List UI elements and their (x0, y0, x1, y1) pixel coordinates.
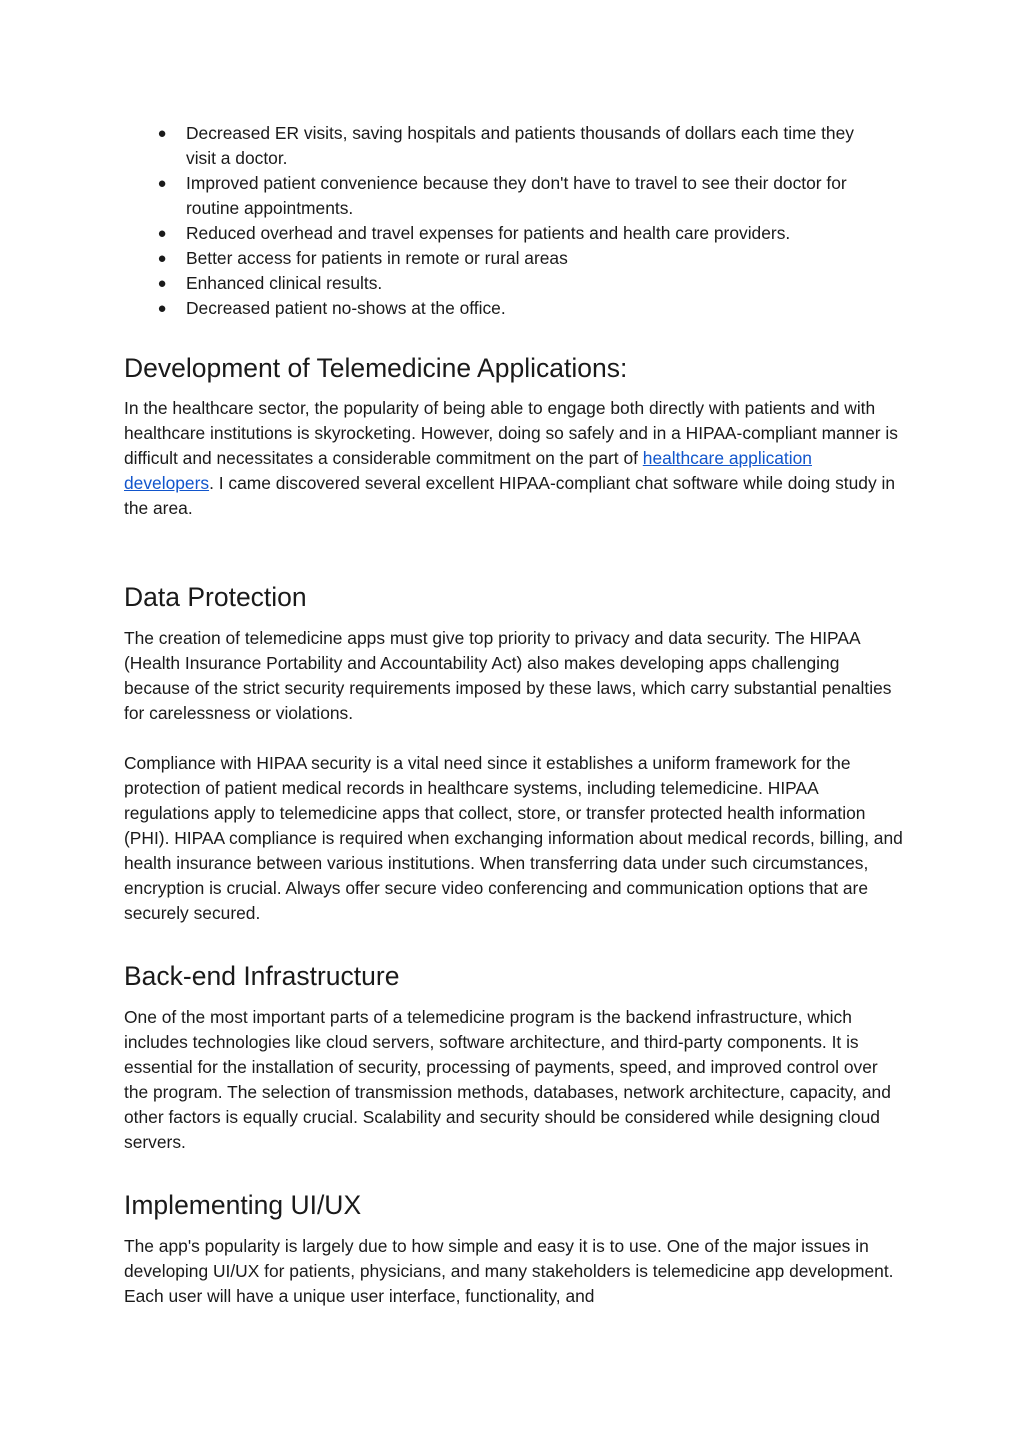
list-item-text: Improved patient convenience because they don't have to travel to see their doctor for routine appointments. (186, 173, 847, 218)
bullet-icon: ● (157, 225, 167, 242)
data-protection-paragraph-1: The creation of telemedicine apps must give top priority to privacy and data security. The HIPAA (Health Insurance Portability and Accountability Act) also makes developing apps challenging because of the strict security requirements imposed by these laws, which carry substantial penalties for carelessness or violations. (124, 628, 892, 723)
list-item (124, 271, 904, 296)
bullet-icon: ● (157, 300, 167, 317)
data-protection-heading: Data Protection (124, 582, 307, 612)
list-item (124, 246, 904, 271)
backend-paragraph: One of the most important parts of a telemedicine program is the backend infrastructure, which includes technologies like cloud servers, software architecture, and third-party components. It is essential for the installation of security, processing of payments, speed, and improved control over the program. The selection of transmission methods, databases, network architecture, capacity, and other factors is equally crucial. Scalability and security should be considered while designing cloud servers. (124, 1007, 891, 1152)
bullet-icon: ● (157, 275, 167, 292)
data-protection-paragraph-2: Compliance with HIPAA security is a vital need since it establishes a uniform framework for the protection of patient medical records in healthcare systems, including telemedicine. HIPAA regulations apply to telemedicine apps that collect, store, or transfer protected health information (PHI). HIPAA compliance is required when exchanging information about medical records, billing, and health insurance between various institutions. When transferring data under such circumstances, encryption is crucial. Always offer secure video conferencing and communication options that are securely secured. (124, 753, 903, 923)
bullet-icon: ● (157, 175, 167, 192)
uiux-paragraph: The app's popularity is largely due to how simple and easy it is to use. One of the major issues in developing UI/UX for patients, physicians, and many stakeholders is telemedicine app development. Each user will have a unique user interface, functionality, and (124, 1236, 894, 1306)
development-text-end: . I came discovered several excellent HIPAA-compliant chat software while doing study in the area. (124, 473, 896, 518)
uiux-heading: Implementing UI/UX (124, 1190, 362, 1220)
list-item (124, 171, 904, 221)
bullet-icon: ● (157, 125, 167, 142)
benefits-list (124, 121, 904, 321)
healthcare-developers-link[interactable]: healthcare application developers (124, 448, 812, 493)
backend-heading: Back-end Infrastructure (124, 961, 400, 991)
list-item-text: Decreased ER visits, saving hospitals and patients thousands of dollars each time they visit a doctor. (186, 123, 854, 168)
development-heading: Development of Telemedicine Applications: (124, 353, 628, 383)
development-text-start: In the healthcare sector, the popularity of being able to engage both directly with patients and with healthcare institutions is skyrocketing. However, doing so safely and in a HIPAA-compliant manner is difficult and necessitates a considerable commitment on the part of (124, 398, 898, 468)
list-item (124, 296, 904, 321)
list-item (124, 221, 904, 246)
list-item-text: Better access for patients in remote or rural areas (186, 248, 568, 268)
list-item-text: Reduced overhead and travel expenses for patients and health care providers. (186, 223, 791, 243)
list-item-text: Decreased patient no-shows at the office. (186, 298, 506, 318)
bullet-icon: ● (157, 250, 167, 267)
list-item (124, 121, 904, 171)
list-item-text: Enhanced clinical results. (186, 273, 383, 293)
development-paragraph (124, 396, 904, 521)
